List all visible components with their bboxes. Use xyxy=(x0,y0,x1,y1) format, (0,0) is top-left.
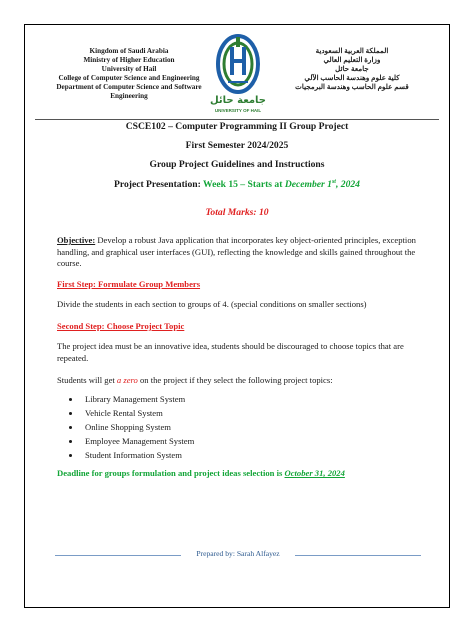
deadline-date: October 31, 2024 xyxy=(284,468,345,478)
step2-heading xyxy=(57,321,423,333)
footer-rule-left xyxy=(55,555,181,556)
semester-title: First Semester 2024/2025 xyxy=(185,140,289,151)
presentation-line xyxy=(25,179,449,190)
presentation-year: , 2024 xyxy=(335,179,360,191)
logo-english-name: UNIVERSITY OF HAIL xyxy=(214,108,262,113)
header-line: كلية علوم وهندسة الحاسب الآلي xyxy=(304,74,400,82)
list-item: • Library Management System xyxy=(81,392,381,406)
step1-heading-text: First Step: Formulate Group Members xyxy=(57,279,201,289)
header-line: جامعة حائل xyxy=(335,65,369,73)
course-title: CSCE102 – Computer Programming II Group Project xyxy=(125,121,349,132)
header-line: Department of Computer Science and Software xyxy=(56,83,202,91)
zero-warning xyxy=(57,375,423,387)
header-english xyxy=(49,47,209,101)
step2-text: The project idea must be an innovative idea, students should be discouraged to choose topics that are repeated. xyxy=(57,341,404,363)
step1-heading xyxy=(57,279,423,291)
header-line: Ministry of Higher Education xyxy=(83,56,175,64)
list-item: • Student Information System xyxy=(81,448,381,462)
forbidden-topics-list xyxy=(57,392,381,462)
objective-label: Objective: xyxy=(57,235,96,245)
header-line: Engineering xyxy=(110,92,148,100)
objective-text: Develop a robust Java application that incorporates key object-oriented principles, exception handling, and graphical user interfaces (GUI), reflecting the knowledge and skills gained throughout the course. xyxy=(57,235,416,268)
guidelines-title: Group Project Guidelines and Instructions xyxy=(149,159,325,170)
presentation-date-suffix: st xyxy=(331,179,336,185)
logo-emblem-icon xyxy=(201,33,275,95)
step2-heading-text: Second Step: Choose Project Topic xyxy=(57,321,185,331)
presentation-week: Week 15 – Starts at xyxy=(203,179,285,191)
header-divider xyxy=(35,119,439,120)
zero-before: Students will get xyxy=(57,375,117,385)
deadline-text: Deadline for groups formulation and project ideas selection is xyxy=(57,468,285,478)
university-logo xyxy=(201,33,275,115)
presentation-date: December 1 xyxy=(284,179,332,191)
list-item: • Online Shopping System xyxy=(81,420,381,434)
list-item: • Vehicle Rental System xyxy=(81,406,381,420)
header-line: University of Hail xyxy=(101,65,157,73)
document-page xyxy=(24,24,450,608)
header-line: وزارة التعليم العالي xyxy=(323,56,381,64)
prepared-by: Prepared by: Sarah Alfayez xyxy=(196,549,280,558)
objective-paragraph xyxy=(57,235,423,270)
zero-word: a zero xyxy=(116,375,138,385)
header-line: College of Computer Science and Engineering xyxy=(58,74,200,82)
header-line: قسم علوم الحاسب وهندسة البرمجيات xyxy=(295,83,409,91)
total-marks: Total Marks: 10 xyxy=(205,207,269,218)
zero-after: on the project if they select the following project topics: xyxy=(137,375,333,385)
presentation-label: Project Presentation: xyxy=(114,179,203,191)
header-arabic xyxy=(287,47,417,92)
footer-rule-right xyxy=(295,555,421,556)
header-line: المملكة العربية السعودية xyxy=(315,47,389,55)
step1-text: Divide the students in each section to groups of 4. (special conditions on smaller sections) xyxy=(57,299,367,309)
list-item: • Employee Management System xyxy=(81,434,381,448)
deadline-line xyxy=(57,468,423,480)
header-line: Kingdom of Saudi Arabia xyxy=(89,47,169,55)
logo-arabic-name: جامعة حائل xyxy=(210,95,266,106)
